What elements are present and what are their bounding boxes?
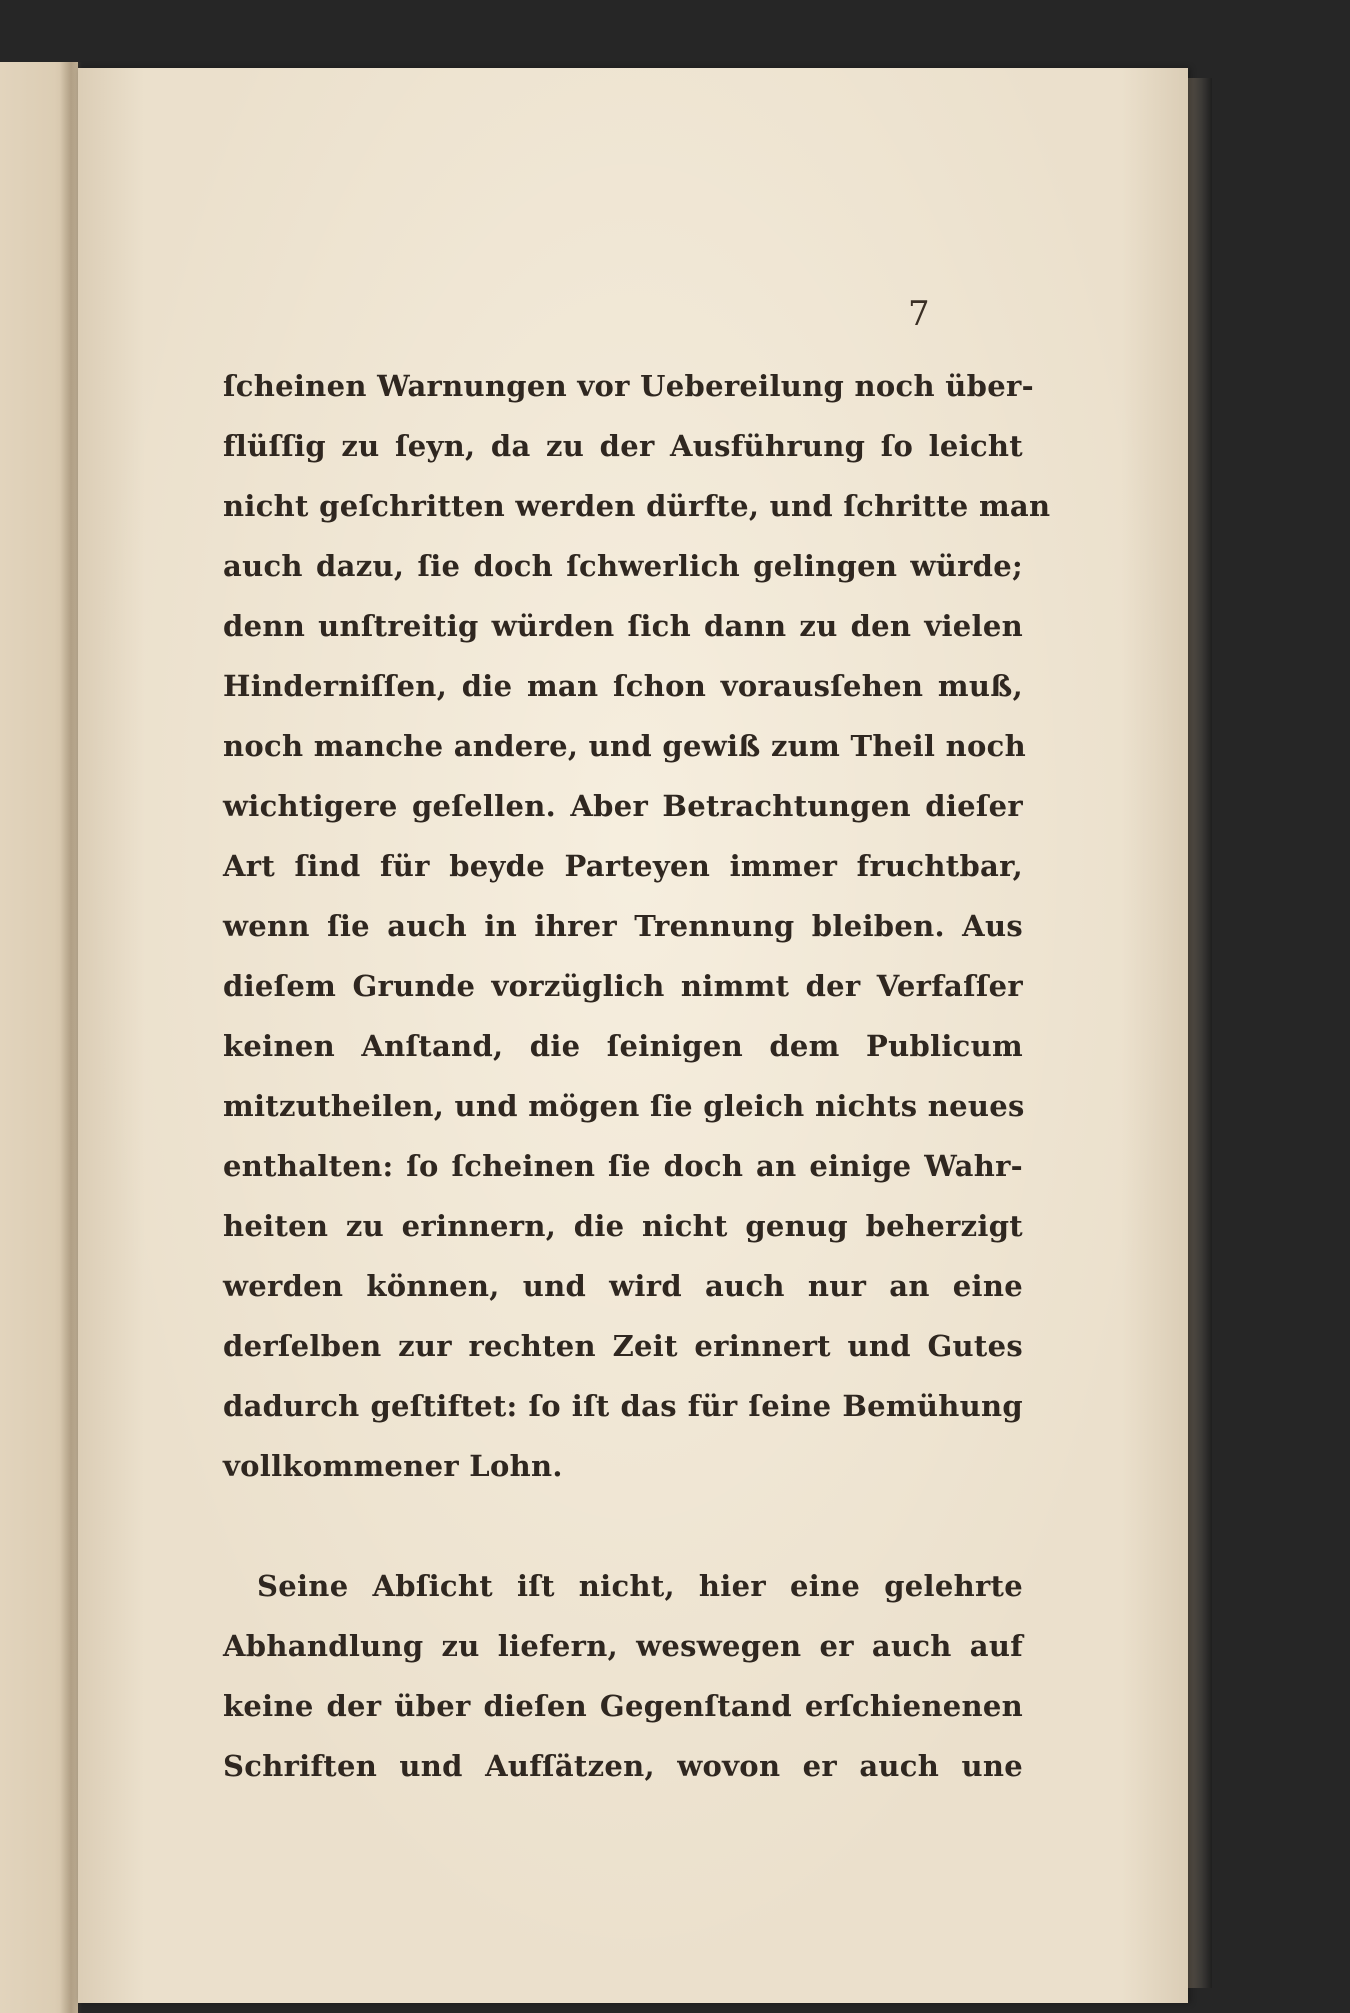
text-line: nicht geſchritten werden dürfte, und ſchritte man xyxy=(223,489,1051,523)
text-line: keinen Anſtand, die ſeinigen dem Publicum xyxy=(223,1029,1023,1063)
text-line: derſelben zur rechten Zeit erinnert und Gutes xyxy=(223,1329,1023,1363)
paragraph-1 xyxy=(223,356,1051,1496)
text-line: auch dazu, ſie doch ſchwerlich gelingen würde; xyxy=(223,549,1023,583)
text-line: Abhandlung zu liefern, weswegen er auch auf xyxy=(223,1629,1023,1663)
text-line: keine der über dieſen Gegenſtand erſchienenen xyxy=(223,1689,1023,1723)
text-line: wichtigere geſellen. Aber Betrachtungen dieſer xyxy=(223,789,1023,823)
text-line: dadurch geſtiftet: ſo iſt das für ſeine Bemühung xyxy=(223,1389,1023,1423)
paragraph-2 xyxy=(223,1556,1023,1796)
page-number: 7 xyxy=(908,294,930,334)
text-line: werden können, und wird auch nur an eine xyxy=(223,1269,1023,1303)
body-text xyxy=(223,356,1051,1796)
text-line: heiten zu erinnern, die nicht genug beherzigt xyxy=(223,1209,1023,1243)
text-line: vollkommener Lohn. xyxy=(223,1449,563,1483)
text-line: wenn ſie auch in ihrer Trennung bleiben. Aus xyxy=(223,909,1023,943)
text-line: Art ſind für beyde Parteyen immer fruchtbar, xyxy=(223,849,1023,883)
text-line: Schriften und Aufſätzen, wovon er auch une xyxy=(223,1749,1023,1783)
page xyxy=(78,68,1188,2003)
paragraph-gap xyxy=(223,1496,1023,1556)
text-line: enthalten: ſo ſcheinen ſie doch an einige Wahr- xyxy=(223,1149,1023,1183)
text-line: dieſem Grunde vorzüglich nimmt der Verfaſſer xyxy=(223,969,1023,1003)
text-line: Hinderniſſen, die man ſchon vorausſehen muß, xyxy=(223,669,1023,703)
text-line: noch manche andere, und gewiß zum Theil noch xyxy=(223,729,1026,763)
text-line: mitzutheilen, und mögen ſie gleich nichts neues xyxy=(223,1089,1025,1123)
text-line: Seine Abſicht iſt nicht, hier eine gelehrte xyxy=(257,1569,1023,1603)
text-line: flüſſig zu ſeyn, da zu der Ausführung ſo leicht xyxy=(223,429,1023,463)
text-line: ſcheinen Warnungen vor Uebereilung noch über- xyxy=(223,369,1034,403)
text-line: denn unſtreitig würden ſich dann zu den vielen xyxy=(223,609,1023,643)
